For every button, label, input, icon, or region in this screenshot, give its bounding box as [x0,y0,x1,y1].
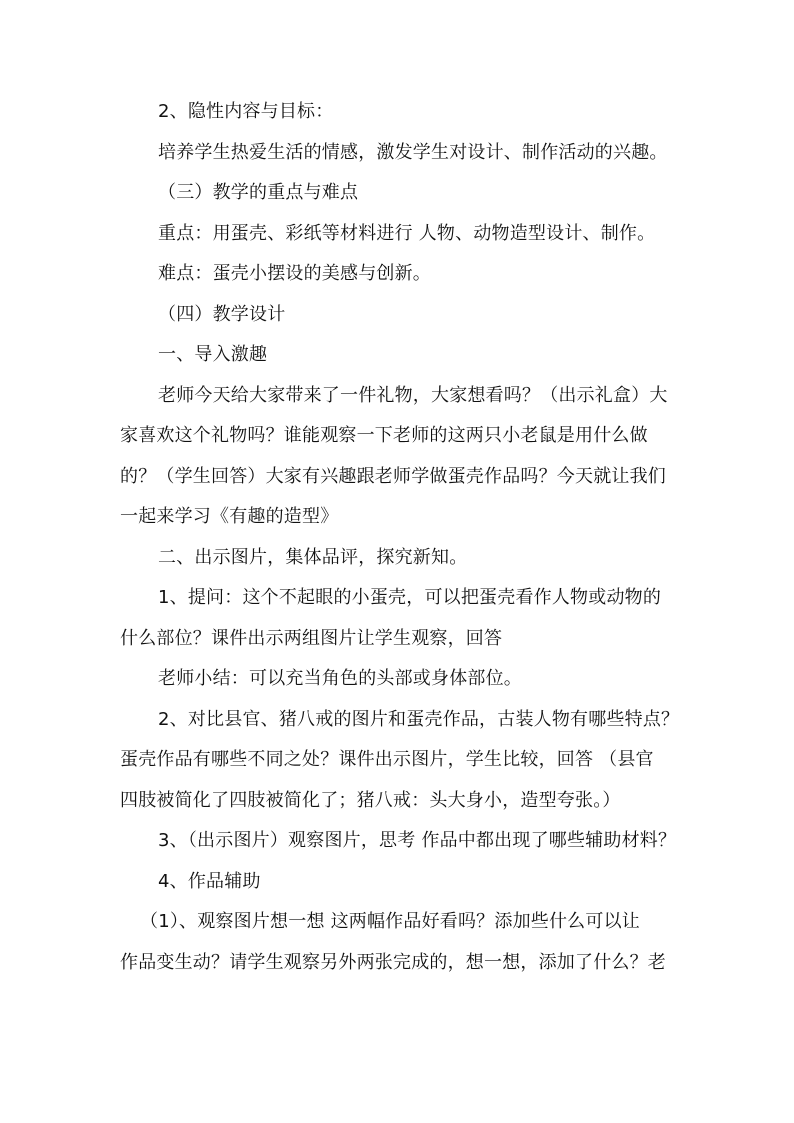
paragraph-line: 老师今天给大家带来了一件礼物，大家想看吗？（出示礼盒）大 [158,384,668,406]
paragraph-line: 重点：用蛋壳、彩纸等材料进行 人物、动物造型设计、制作。 [158,222,656,244]
paragraph-line: 老师小结：可以充当角色的头部或身体部位。 [158,668,522,689]
paragraph-line: 作品变生动？请学生观察另外两张完成的，想一想，添加了什么？老 [120,951,666,973]
paragraph-line: 什么部位？课件出示两组图片让学生观察，回答 [120,627,503,649]
paragraph-line: 的？（学生回答）大家有兴趣跟老师学做蛋壳作品吗？今天就让我们 [120,465,666,487]
paragraph-line: 蛋壳作品有哪些不同之处？课件出示图片，学生比较，回答 （县官 [120,749,654,770]
subheading-hidden-goals: 2、隐性内容与目标： [158,101,334,122]
subheading-work-assist: 4、作品辅助 [158,870,261,892]
paragraph-line: 家喜欢这个礼物吗？谁能观察一下老师的这两只小老鼠是用什么做 [120,425,648,446]
paragraph-line: 难点：蛋壳小摆设的美感与创新。 [158,263,431,284]
paragraph-line: 3、（出示图片）观察图片，思考 作品中都出现了哪些辅助材料？ [158,830,677,851]
document-body [120,100,680,991]
paragraph-line: （1）、观察图片想一想 这两幅作品好看吗？添加些什么可以让 [140,911,640,932]
paragraph-line: 2、对比县官、猪八戒的图片和蛋壳作品，古装人物有哪些特点？ [158,708,680,730]
subheading-intro: 一、导入激趣 [158,344,268,365]
subheading-show-pictures: 二、出示图片，集体品评，探究新知。 [158,546,468,568]
paragraph-line: 四肢被简化了四肢被简化了；猪八戒：头大身小，造型夸张。） [120,789,621,811]
paragraph-line: 一起来学习《有趣的造型》 [120,506,339,527]
section-heading-key-points: （三）教学的重点与难点 [158,182,359,203]
paragraph-line: 培养学生热爱生活的情感，激发学生对设计、制作活动的兴趣。 [158,141,668,163]
section-heading-design: （四）教学设计 [158,303,286,325]
paragraph-line: 1、提问：这个不起眼的小蛋壳，可以把蛋壳看作人物或动物的 [158,587,662,608]
